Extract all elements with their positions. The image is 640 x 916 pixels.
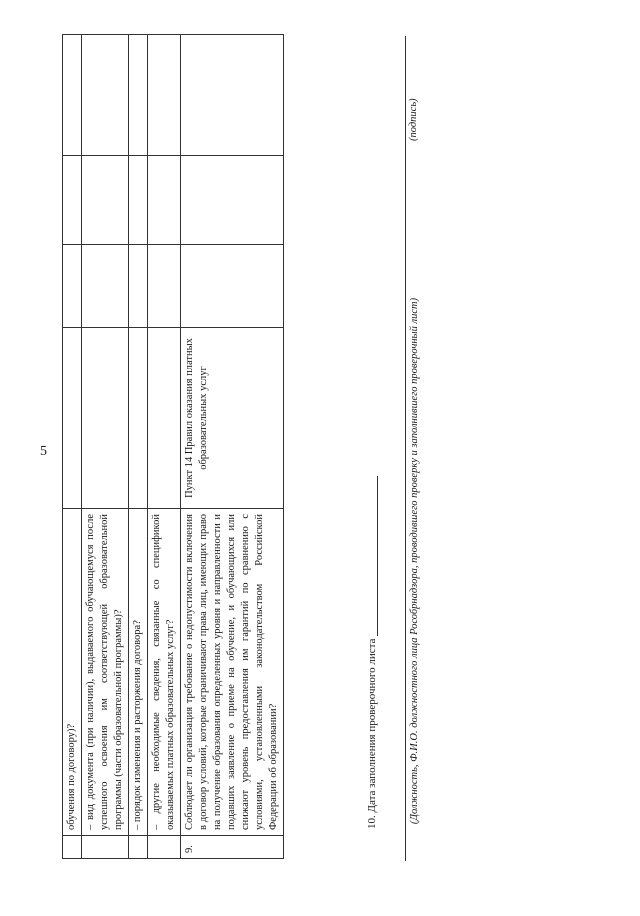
answer-cell: [148, 35, 181, 156]
answer-cell: [129, 245, 148, 328]
answer-cell: [82, 35, 129, 156]
table-row: [129, 35, 148, 859]
checklist-table: [62, 34, 284, 859]
answer-cell: [129, 35, 148, 156]
signature-caption: (Должность, Ф.И.О. должностного лица Рособрнадзора, проводившего проверку и заполнившего проверочный лист): [409, 297, 420, 825]
answer-cell: [63, 156, 82, 245]
date-label: 10. Дата заполнения проверочного листа: [366, 638, 378, 829]
table-row: [63, 35, 82, 859]
question-cell: – вид документа (при наличии), выдаваемого обучающемуся после успешного освоения им соответствующей образовательной программы (части образовательной программы)?: [82, 509, 129, 836]
question-cell: обучения по договору)?: [63, 509, 82, 836]
signature-line: [405, 36, 406, 861]
answer-cell: [181, 35, 284, 156]
date-blank: [365, 476, 378, 636]
row-number: [129, 836, 148, 859]
reference-cell: [129, 328, 148, 509]
table-row: [82, 35, 129, 859]
answer-cell: [129, 156, 148, 245]
page-number: 5: [40, 444, 47, 459]
question-cell: – другие необходимые сведения, связанные со спецификой оказываемых платных образовательных услуг?: [148, 509, 181, 836]
answer-cell: [63, 35, 82, 156]
answer-cell: [82, 156, 129, 245]
answer-cell: [148, 156, 181, 245]
reference-cell: Пункт 14 Правил оказания платных образовательных услуг: [181, 328, 284, 509]
answer-cell: [148, 245, 181, 328]
reference-cell: [82, 328, 129, 509]
answer-cell: [63, 245, 82, 328]
question-cell: – порядок изменения и расторжения договора?: [129, 509, 148, 836]
answer-cell: [82, 245, 129, 328]
table-row: [181, 35, 284, 859]
row-number: [63, 836, 82, 859]
row-number: [148, 836, 181, 859]
answer-cell: [181, 156, 284, 245]
signature-label: (подпись): [408, 98, 419, 141]
date-filled-field: [365, 476, 378, 829]
row-number: [82, 836, 129, 859]
answer-cell: [181, 245, 284, 328]
reference-cell: [148, 328, 181, 509]
question-cell: Соблюдает ли организация требование о недопустимости включения в договор условий, которые ограничивают права лиц, имеющих право на получение образования определенных уровня и направленности и подавших заявление о приеме на обучение, и обучающихся или снижают уровень предоставления им гарантий по сравнению с условиями, установленными законодательством Российской Федерации об образовании?: [181, 509, 284, 836]
row-number: 9.: [181, 836, 284, 859]
table-row: [148, 35, 181, 859]
reference-cell: [63, 328, 82, 509]
